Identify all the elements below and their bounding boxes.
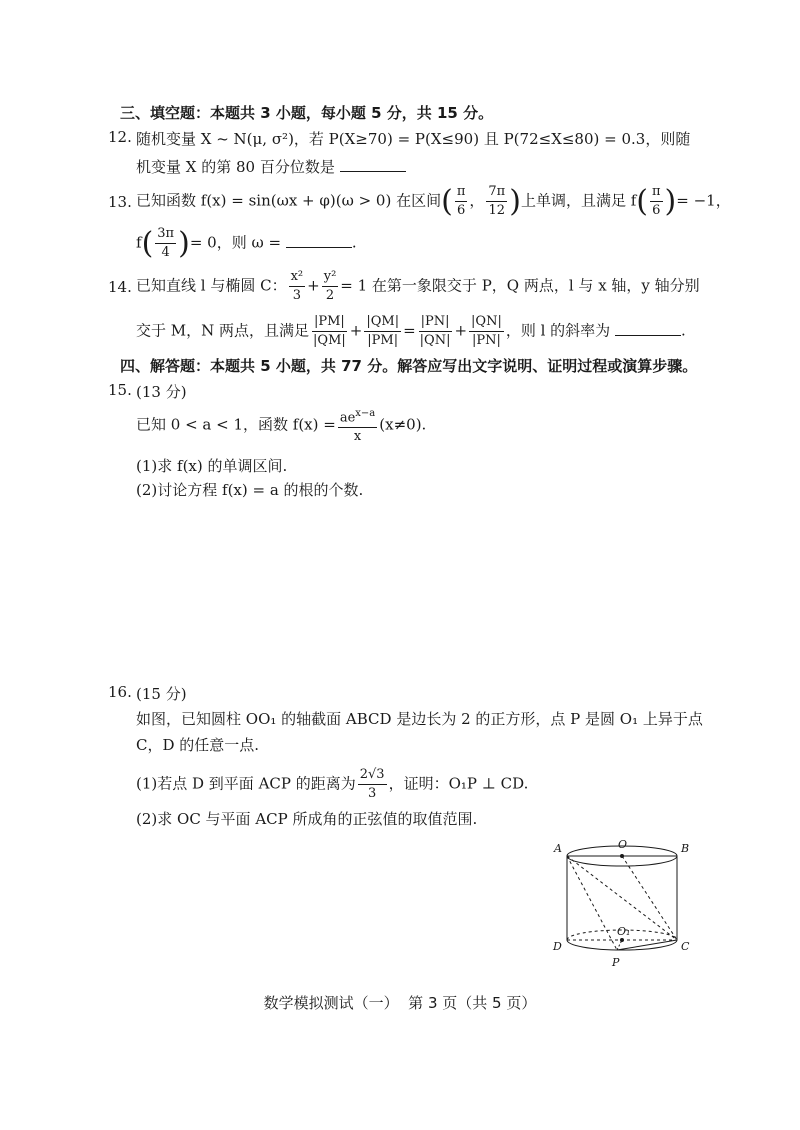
q15-part-2: (2)讨论方程 f(x) = a 的根的个数.: [136, 481, 364, 499]
q12-line-2: [136, 156, 406, 177]
q14-text-b: = 1 在第一象限交于 P，Q 两点，l 与 x 轴，y 轴分别: [340, 276, 700, 295]
q14-text-a: 已知直线 l 与椭圆 C：: [136, 276, 287, 295]
q13-text-a: 已知函数 f(x) = sin(ωx + φ)(ω > 0) 在区间: [136, 191, 442, 210]
label-A: A: [554, 842, 562, 855]
q13-line-1: 已知函数 f(x) = sin(ωx + φ)(ω > 0) 在区间( $\frac{\pi}{6}$ ， $\frac{7\pi}{12}$ )上单调，且满足 f( $\frac{\pi}{6}$ )= −1，: [136, 184, 731, 219]
page-footer: 数学模拟测试（一） 第 3 页（共 5 页）: [263, 994, 537, 1012]
point-O1: [620, 938, 624, 942]
label-O: O: [618, 838, 628, 851]
q13-answer-blank: [286, 233, 352, 248]
q15-score: (13 分): [136, 383, 187, 401]
q15-stem: [136, 405, 426, 446]
section-3-heading: 三、填空题：本题共 3 小题，每小题 5 分，共 15 分。: [120, 104, 494, 122]
q13-number: 13.: [108, 193, 132, 211]
q14-frac-1: $\frac{|PM|}{|QM|}$: [313, 314, 346, 348]
label-B: B: [681, 842, 690, 855]
q14-line-2: 交于 M，N 两点，且满足 $\frac{|PM|}{|QM|}$ + $\frac{|QM|}{|PM|}$ = $\frac{|PN|}{|QN|}$ + $\frac{|QN|}{|PN|}$ ，则 l 的斜率为 .: [136, 314, 686, 348]
q14-answer-blank: [615, 321, 681, 336]
q16-stem-line-1: 如图，已知圆柱 OO₁ 的轴截面 ABCD 是边长为 2 的正方形，点 P 是圆 O₁ 上异于点: [136, 710, 703, 728]
q13-text-b: 上单调，且满足 f: [520, 191, 637, 210]
q15-text-a: 已知 0 < a < 1，函数 f(x) =: [136, 415, 336, 434]
q14-text-d: ，则 l 的斜率为: [505, 321, 611, 340]
q12-line-1: 随机变量 X ~ N(μ, σ²)，若 P(X≥70) = P(X≤90) 且 P(72≤X≤80) = 0.3，则随: [136, 130, 691, 148]
label-D: D: [553, 940, 562, 953]
q14-ellipse-x: $\frac{\text{x²}}{3}$: [290, 269, 304, 303]
q14-line-1: 已知直线 l 与椭圆 C： $\frac{\text{x²}}{3}$ + $\frac{\text{y²}}{2}$ = 1 在第一象限交于 P，Q 两点，l 与 x 轴，y 轴分别: [136, 269, 700, 303]
q16-number: 16.: [108, 683, 132, 701]
q13-frac-1: $\frac{\pi}{6}$: [456, 184, 466, 218]
label-P: P: [612, 956, 620, 969]
q16-part-2: (2)求 OC 与平面 ACP 所成角的正弦值的取值范围.: [136, 810, 478, 828]
q16-part-1: [136, 766, 528, 803]
q14-frac-4: $\frac{|QN|}{|PN|}$: [471, 314, 502, 348]
q14-number: 14.: [108, 278, 132, 296]
q15-function-frac: $\frac{ae^{x-a}}{x}$: [338, 405, 377, 446]
q12-answer-blank: [340, 157, 406, 172]
q14-frac-3: $\frac{|PN|}{|QN|}$: [419, 314, 451, 348]
line-AP: [567, 856, 617, 950]
q16-stem-line-2: C，D 的任意一点.: [136, 736, 260, 754]
q16-score: (15 分): [136, 685, 187, 703]
q14-ellipse-y: $\frac{\text{y²}}{2}$: [323, 269, 337, 303]
q14-frac-2: $\frac{|QM|}{|PM|}$: [366, 314, 400, 348]
q13-text-d: f: [136, 233, 142, 252]
q15-number: 15.: [108, 381, 132, 399]
q15-part-1: (1)求 f(x) 的单调区间.: [136, 457, 288, 475]
q14-text-c: 交于 M，N 两点，且满足: [136, 321, 310, 340]
section-4-heading: 四、解答题：本题共 5 小题，共 77 分。解答应写出文字说明、证明过程或演算步骤。: [120, 357, 698, 375]
label-O1: O₁: [617, 925, 631, 938]
q13-frac-2: $\frac{7\pi}{12}$: [488, 184, 506, 218]
label-C: C: [681, 940, 690, 953]
q15-text-b: (x≠0).: [379, 415, 427, 434]
q12-line-2-text: 机变量 X 的第 80 百分位数是: [136, 158, 335, 176]
q12-number: 12.: [108, 128, 132, 146]
q13-text-c: = −1，: [676, 191, 731, 210]
cylinder-figure: [548, 828, 708, 978]
q16-part-1-text-b: ，证明：O₁P ⊥ CD.: [388, 774, 529, 793]
q13-frac-3: $\frac{\pi}{6}$: [651, 184, 661, 218]
q13-line-2: f( $\frac{3\pi}{4}$ )= 0，则 ω = .: [136, 226, 357, 261]
q13-frac-4: $\frac{3\pi}{4}$: [157, 226, 175, 260]
q13-text-e: = 0，则 ω =: [189, 233, 282, 252]
q16-part-1-text-a: (1)若点 D 到平面 ACP 的距离为: [136, 774, 356, 793]
point-O: [620, 854, 624, 858]
q16-distance-frac: $\frac{2√3}{3}$: [359, 767, 385, 801]
